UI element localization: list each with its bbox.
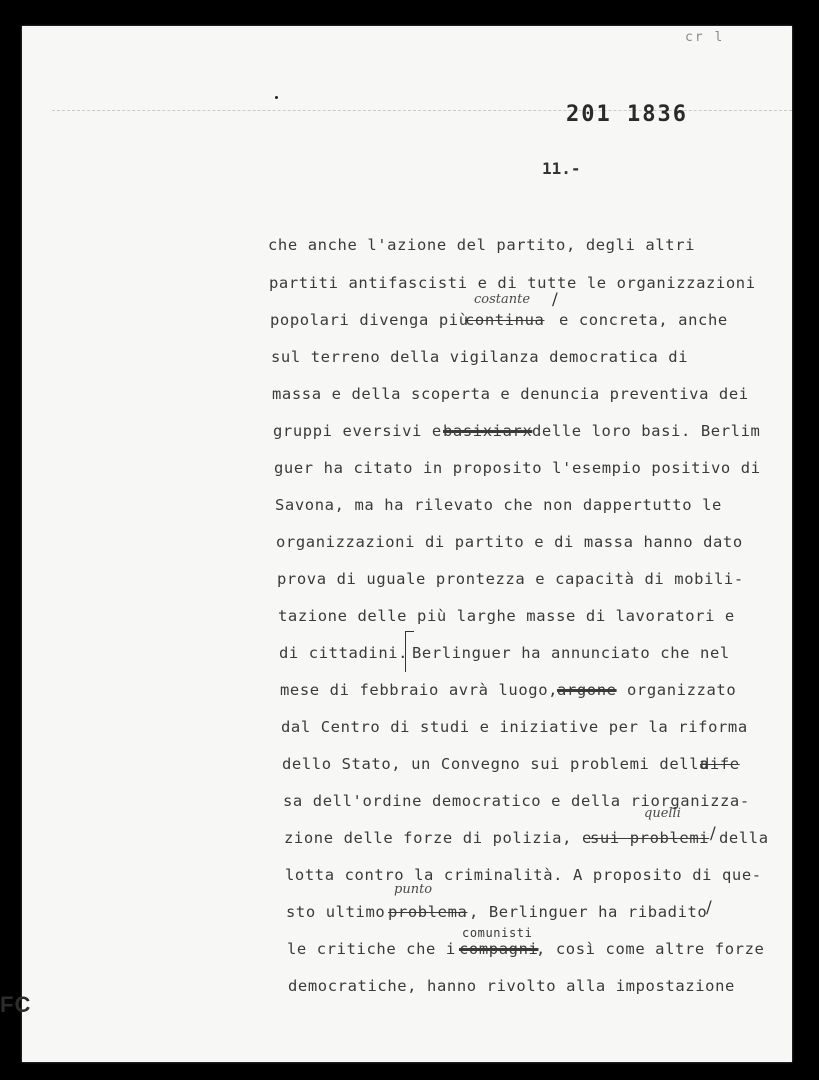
struck-word: basixiarx bbox=[443, 422, 533, 440]
text-line: tazione delle più larghe masse di lavoratori e bbox=[278, 607, 735, 625]
handwritten-correction: punto bbox=[394, 882, 433, 897]
text-line: , Berlinguer ha ribadito bbox=[469, 903, 708, 921]
document-code: 201 1836 bbox=[566, 102, 688, 127]
text-line: gruppi eversivi e bbox=[273, 422, 442, 440]
struck-word: continua bbox=[465, 311, 545, 329]
struck-word: compagni bbox=[459, 940, 539, 958]
handwritten-correction: quelli bbox=[644, 806, 681, 821]
text-line: partiti antifascisti e di tutte le organizzazioni bbox=[269, 274, 756, 292]
struck-word: dife bbox=[700, 755, 740, 773]
text-line: le critiche che i bbox=[287, 940, 456, 958]
text-line: organizzato bbox=[627, 681, 737, 699]
text-line: della bbox=[719, 829, 769, 847]
text-line: Savona, ma ha rilevato che non dappertutto le bbox=[275, 496, 722, 514]
text-line: lotta contro la criminalità. A proposito di que- bbox=[285, 866, 762, 884]
text-line: , così come altre forze bbox=[536, 940, 765, 958]
text-line: delle loro basi. Berlim bbox=[532, 422, 761, 440]
text-line: Berlinguer ha annunciato che nel bbox=[412, 644, 730, 662]
correction-slash: / bbox=[552, 290, 558, 310]
text-line: guer ha citato in proposito l'esempio positivo di bbox=[274, 459, 761, 477]
text-line: mese di febbraio avrà luogo, bbox=[280, 681, 559, 699]
text-line: dal Centro di studi e iniziative per la riforma bbox=[281, 718, 748, 736]
text-line: organizzazioni di partito e di massa hanno dato bbox=[276, 533, 743, 551]
struck-word: argone bbox=[557, 681, 617, 699]
text-line: sul terreno della vigilanza democratica di bbox=[271, 348, 689, 366]
correction-slash: / bbox=[706, 898, 712, 918]
text-line: sa dell'ordine democratico e della riorganizza- bbox=[283, 792, 750, 810]
struck-word: problema bbox=[388, 903, 468, 921]
text-line: popolari divenga più bbox=[270, 311, 469, 329]
document-page bbox=[22, 26, 792, 1062]
struck-word: sui problemi bbox=[590, 829, 710, 847]
text-line: prova di uguale prontezza e capacità di mobili- bbox=[277, 570, 744, 588]
typed-insertion: comunisti bbox=[462, 926, 533, 940]
text-line: democratiche, hanno rivolto alla impostazione bbox=[288, 977, 735, 995]
text-line: sto ultimo bbox=[286, 903, 386, 921]
text-line: massa e della scoperta e denuncia preventiva dei bbox=[272, 385, 749, 403]
text-line: che anche l'azione del partito, degli altri bbox=[268, 236, 696, 254]
watermark: FC bbox=[0, 992, 32, 1017]
correction-slash: / bbox=[710, 824, 716, 844]
ink-dot bbox=[275, 96, 278, 99]
page-number: 11.- bbox=[542, 159, 581, 178]
text-line: e concreta, anche bbox=[559, 311, 728, 329]
corner-mark: cr l bbox=[685, 30, 725, 45]
text-line: zione delle forze di polizia, e bbox=[284, 829, 592, 847]
text-line: di cittadini. bbox=[279, 644, 409, 662]
handwritten-correction: costante bbox=[474, 292, 531, 307]
text-line: dello Stato, un Convegno sui problemi della bbox=[282, 755, 710, 773]
